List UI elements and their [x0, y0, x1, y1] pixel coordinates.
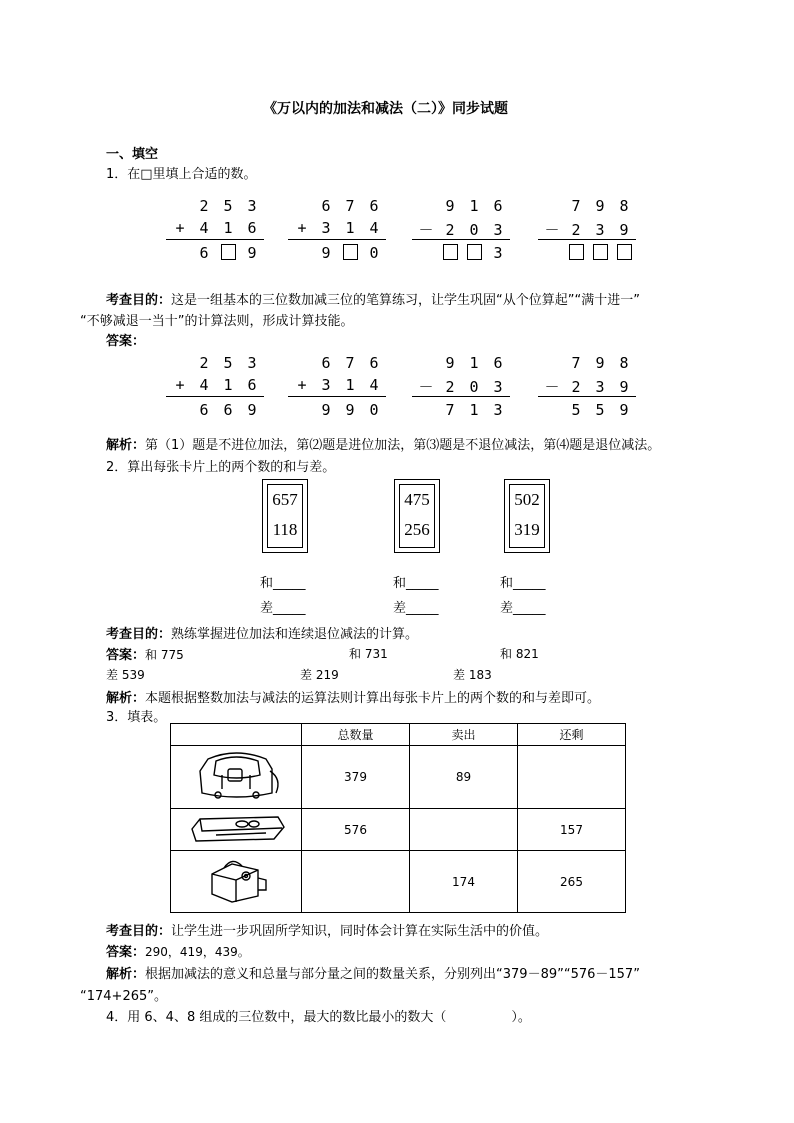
- section-heading: 一、填空: [106, 147, 159, 162]
- analysis-text: 根据加减法的意义和总量与部分量之间的数量关系，分别列出“379－89”“576－157”: [145, 967, 640, 982]
- digit: 9: [595, 197, 605, 215]
- table-cell: 174: [410, 851, 518, 913]
- box-icon: [196, 854, 276, 906]
- question-2-text: 2．算出每张卡片上的两个数的和与差。: [106, 460, 336, 475]
- item-cell: [171, 746, 302, 809]
- sum-line: [166, 239, 264, 240]
- card-number-a: 657: [272, 490, 298, 509]
- digit-blank[interactable]: [462, 244, 486, 262]
- sum-blank-1[interactable]: 和_____: [260, 576, 306, 591]
- problem-top-row: [414, 354, 510, 372]
- table-cell: 157: [518, 809, 626, 851]
- table-cell: 379: [302, 746, 410, 809]
- digit: 3: [321, 376, 331, 394]
- purpose-text: 让学生进一步巩固所学知识，同时体会计算在实际生活中的价值。: [171, 924, 549, 939]
- fill-table: [170, 723, 626, 913]
- card-number-b: 256: [404, 520, 430, 539]
- answer-label: 答案：: [106, 945, 146, 960]
- purpose-label: 考查目的：: [106, 293, 172, 308]
- digit: 6: [321, 354, 331, 372]
- problem-bottom-row: [168, 376, 264, 394]
- digit: 7: [571, 354, 581, 372]
- number-card-1: [262, 479, 308, 553]
- diff-blank-1[interactable]: 差_____: [260, 601, 306, 616]
- digit: 9: [445, 354, 455, 372]
- digit: 2: [199, 197, 209, 215]
- problem-bottom-row: [414, 219, 510, 240]
- operator: +: [175, 219, 185, 237]
- digit: 9: [321, 401, 331, 419]
- operator: －: [544, 378, 560, 396]
- table-row: [171, 746, 626, 809]
- problem-top-row: [540, 354, 636, 372]
- digit: 6: [247, 219, 257, 237]
- blank-box[interactable]: [443, 244, 458, 260]
- answer-diff-3: 差 183: [453, 668, 492, 682]
- purpose-text: 这是一组基本的三位数加减三位的笔算练习，让学生巩固“从个位算起”“满十进一”: [171, 293, 640, 308]
- digit-blank[interactable]: [564, 244, 588, 262]
- digit: 7: [445, 401, 455, 419]
- digit: 5: [571, 401, 581, 419]
- digit: 6: [321, 197, 331, 215]
- answer-sum-3: 和 821: [500, 647, 539, 661]
- digit-blank[interactable]: [216, 244, 240, 262]
- problem-result-row: [168, 401, 264, 419]
- diff-blank-2[interactable]: 差_____: [393, 601, 439, 616]
- digit: 9: [345, 401, 355, 419]
- digit: 4: [199, 219, 209, 237]
- digit: 5: [223, 197, 233, 215]
- sum-blank-3[interactable]: 和_____: [500, 576, 546, 591]
- digit: 9: [445, 197, 455, 215]
- digit: 1: [469, 354, 479, 372]
- digit: 6: [247, 376, 257, 394]
- digit: 0: [369, 244, 379, 262]
- table-header-cell: 总数量: [302, 724, 410, 746]
- table-row: [171, 809, 626, 851]
- digit: 7: [345, 354, 355, 372]
- sum-line: [166, 396, 264, 397]
- digit: 1: [345, 376, 355, 394]
- digit: 4: [369, 376, 379, 394]
- digit: 3: [595, 378, 605, 396]
- problem-result-row: [414, 401, 510, 419]
- q1-purpose: [106, 289, 640, 308]
- digit: 0: [469, 221, 479, 239]
- digit: 9: [619, 401, 629, 419]
- purpose-text: 熟练掌握进位加法和连续退位减法的计算。: [171, 627, 419, 642]
- table-cell[interactable]: [302, 851, 410, 913]
- problem-top-row: [290, 197, 386, 215]
- blank-box[interactable]: [221, 244, 236, 260]
- q3-purpose: [106, 920, 548, 939]
- bag-icon: [186, 749, 286, 803]
- digit: 6: [199, 244, 209, 262]
- digit: 5: [595, 401, 605, 419]
- card-number-b: 319: [514, 520, 540, 539]
- analysis-label: 解析：: [106, 691, 146, 706]
- card-number-a: 475: [404, 490, 430, 509]
- digit: 9: [595, 354, 605, 372]
- purpose-label: 考查目的：: [106, 627, 172, 642]
- digit: 1: [469, 401, 479, 419]
- digit: 9: [247, 244, 257, 262]
- table-row: [171, 851, 626, 913]
- blank-box[interactable]: [593, 244, 608, 260]
- blank-box[interactable]: [617, 244, 632, 260]
- problem-result-row: [168, 244, 264, 262]
- digit: 6: [223, 401, 233, 419]
- q3-answer: [106, 941, 250, 960]
- q3-analysis: [106, 963, 640, 982]
- blank-box[interactable]: [343, 244, 358, 260]
- sum-line: [288, 239, 386, 240]
- problem-bottom-row: [540, 219, 636, 240]
- digit: 9: [247, 401, 257, 419]
- answer-sum-1: 和 775: [145, 648, 184, 662]
- card-number-b: 118: [272, 520, 298, 539]
- digit: 6: [493, 197, 503, 215]
- digit: 1: [469, 197, 479, 215]
- digit: 2: [571, 221, 581, 239]
- digit: 3: [321, 219, 331, 237]
- problem-bottom-row: [290, 219, 386, 237]
- answer-sum-2: 和 731: [349, 647, 388, 661]
- answer-diff-1: 差 539: [106, 668, 145, 682]
- digit: 3: [493, 221, 503, 239]
- digit: 2: [445, 221, 455, 239]
- blank-box[interactable]: [467, 244, 482, 260]
- problem-bottom-row: [168, 219, 264, 237]
- sum-line: [538, 396, 636, 397]
- digit-blank[interactable]: [588, 244, 612, 262]
- q1-analysis: [106, 434, 660, 453]
- digit: 2: [199, 354, 209, 372]
- q2-purpose: [106, 623, 418, 642]
- answer-label: 答案：: [106, 648, 146, 663]
- q2-analysis: [106, 687, 600, 706]
- page-title: 《万以内的加法和减法（二）》同步试题: [263, 101, 508, 117]
- analysis-text: 第（1）题是不进位加法，第⑵题是进位加法，第⑶题是不退位减法，第⑷题是退位减法。: [145, 438, 661, 453]
- problem-result-row: [540, 401, 636, 419]
- analysis-label: 解析：: [106, 438, 146, 453]
- table-header-cell: 卖出: [410, 724, 518, 746]
- sum-line: [412, 239, 510, 240]
- answer-text: 290，419，439。: [145, 945, 250, 959]
- question-4-text: 4．用 6、4、8 组成的三位数中，最大的数比最小的数大（ ）。: [106, 1010, 531, 1025]
- digit: 8: [619, 197, 629, 215]
- operator: +: [175, 376, 185, 394]
- digit-blank[interactable]: [338, 244, 362, 262]
- table-cell[interactable]: [518, 746, 626, 809]
- sum-line: [288, 396, 386, 397]
- digit: 9: [619, 378, 629, 396]
- digit: 8: [619, 354, 629, 372]
- operator: －: [544, 221, 560, 239]
- item-cell: [171, 809, 302, 851]
- digit: 3: [493, 401, 503, 419]
- digit: 0: [469, 378, 479, 396]
- operator: +: [297, 376, 307, 394]
- problem-top-row: [540, 197, 636, 215]
- digit: 3: [595, 221, 605, 239]
- digit: 6: [493, 354, 503, 372]
- digit-blank[interactable]: [612, 244, 636, 262]
- digit: 3: [493, 378, 503, 396]
- problem-bottom-row: [290, 376, 386, 394]
- problem-top-row: [414, 197, 510, 215]
- q1-purpose-cont: “不够减退一当十”的计算法则，形成计算技能。: [80, 314, 354, 329]
- problem-bottom-row: [414, 376, 510, 397]
- table-cell: 89: [410, 746, 518, 809]
- q3-analysis-cont: “174+265”。: [80, 989, 167, 1004]
- problem-top-row: [168, 354, 264, 372]
- pencil-case-icon: [186, 811, 286, 845]
- diff-blank-3[interactable]: 差_____: [500, 601, 546, 616]
- analysis-label: 解析：: [106, 967, 146, 982]
- table-header-cell: [171, 724, 302, 746]
- digit: 9: [321, 244, 331, 262]
- number-card-3: [504, 479, 550, 553]
- table-cell: 576: [302, 809, 410, 851]
- card-number-a: 502: [514, 490, 540, 509]
- question-1-text: 1．在□里填上合适的数。: [106, 167, 257, 182]
- item-cell: [171, 851, 302, 913]
- digit: 1: [223, 219, 233, 237]
- digit: 1: [345, 219, 355, 237]
- digit: 0: [369, 401, 379, 419]
- digit: 2: [445, 378, 455, 396]
- digit: 6: [199, 401, 209, 419]
- q1-answer-label: 答案：: [106, 334, 146, 349]
- problem-top-row: [168, 197, 264, 215]
- digit-blank[interactable]: [438, 244, 462, 262]
- question-3-text: 3．填表。: [106, 710, 167, 725]
- digit: 7: [571, 197, 581, 215]
- table-header-cell: 还剩: [518, 724, 626, 746]
- table-cell[interactable]: [410, 809, 518, 851]
- digit: 9: [619, 221, 629, 239]
- sum-line: [412, 396, 510, 397]
- problem-result-row: [290, 401, 386, 419]
- analysis-text: 本题根据整数加法与减法的运算法则计算出每张卡片上的两个数的和与差即可。: [145, 691, 601, 706]
- q2-answer-row: [106, 644, 184, 663]
- problem-top-row: [290, 354, 386, 372]
- operator: +: [297, 219, 307, 237]
- problem-result-row: [290, 244, 386, 262]
- digit: 6: [369, 197, 379, 215]
- digit: 3: [247, 197, 257, 215]
- sum-line: [538, 239, 636, 240]
- table-header-row: [171, 724, 626, 746]
- digit: 4: [369, 219, 379, 237]
- table-cell: 265: [518, 851, 626, 913]
- operator: －: [418, 221, 434, 239]
- problem-result-row: [540, 244, 636, 262]
- problem-result-row: [414, 244, 510, 262]
- digit: 2: [571, 378, 581, 396]
- digit: 1: [223, 376, 233, 394]
- operator: －: [418, 378, 434, 396]
- digit: 3: [247, 354, 257, 372]
- number-card-2: [394, 479, 440, 553]
- blank-box[interactable]: [569, 244, 584, 260]
- digit: 7: [345, 197, 355, 215]
- purpose-label: 考查目的：: [106, 924, 172, 939]
- sum-blank-2[interactable]: 和_____: [393, 576, 439, 591]
- answer-diff-2: 差 219: [300, 668, 339, 682]
- problem-bottom-row: [540, 376, 636, 397]
- digit: 6: [369, 354, 379, 372]
- digit: 4: [199, 376, 209, 394]
- digit: 3: [493, 244, 503, 262]
- digit: 5: [223, 354, 233, 372]
